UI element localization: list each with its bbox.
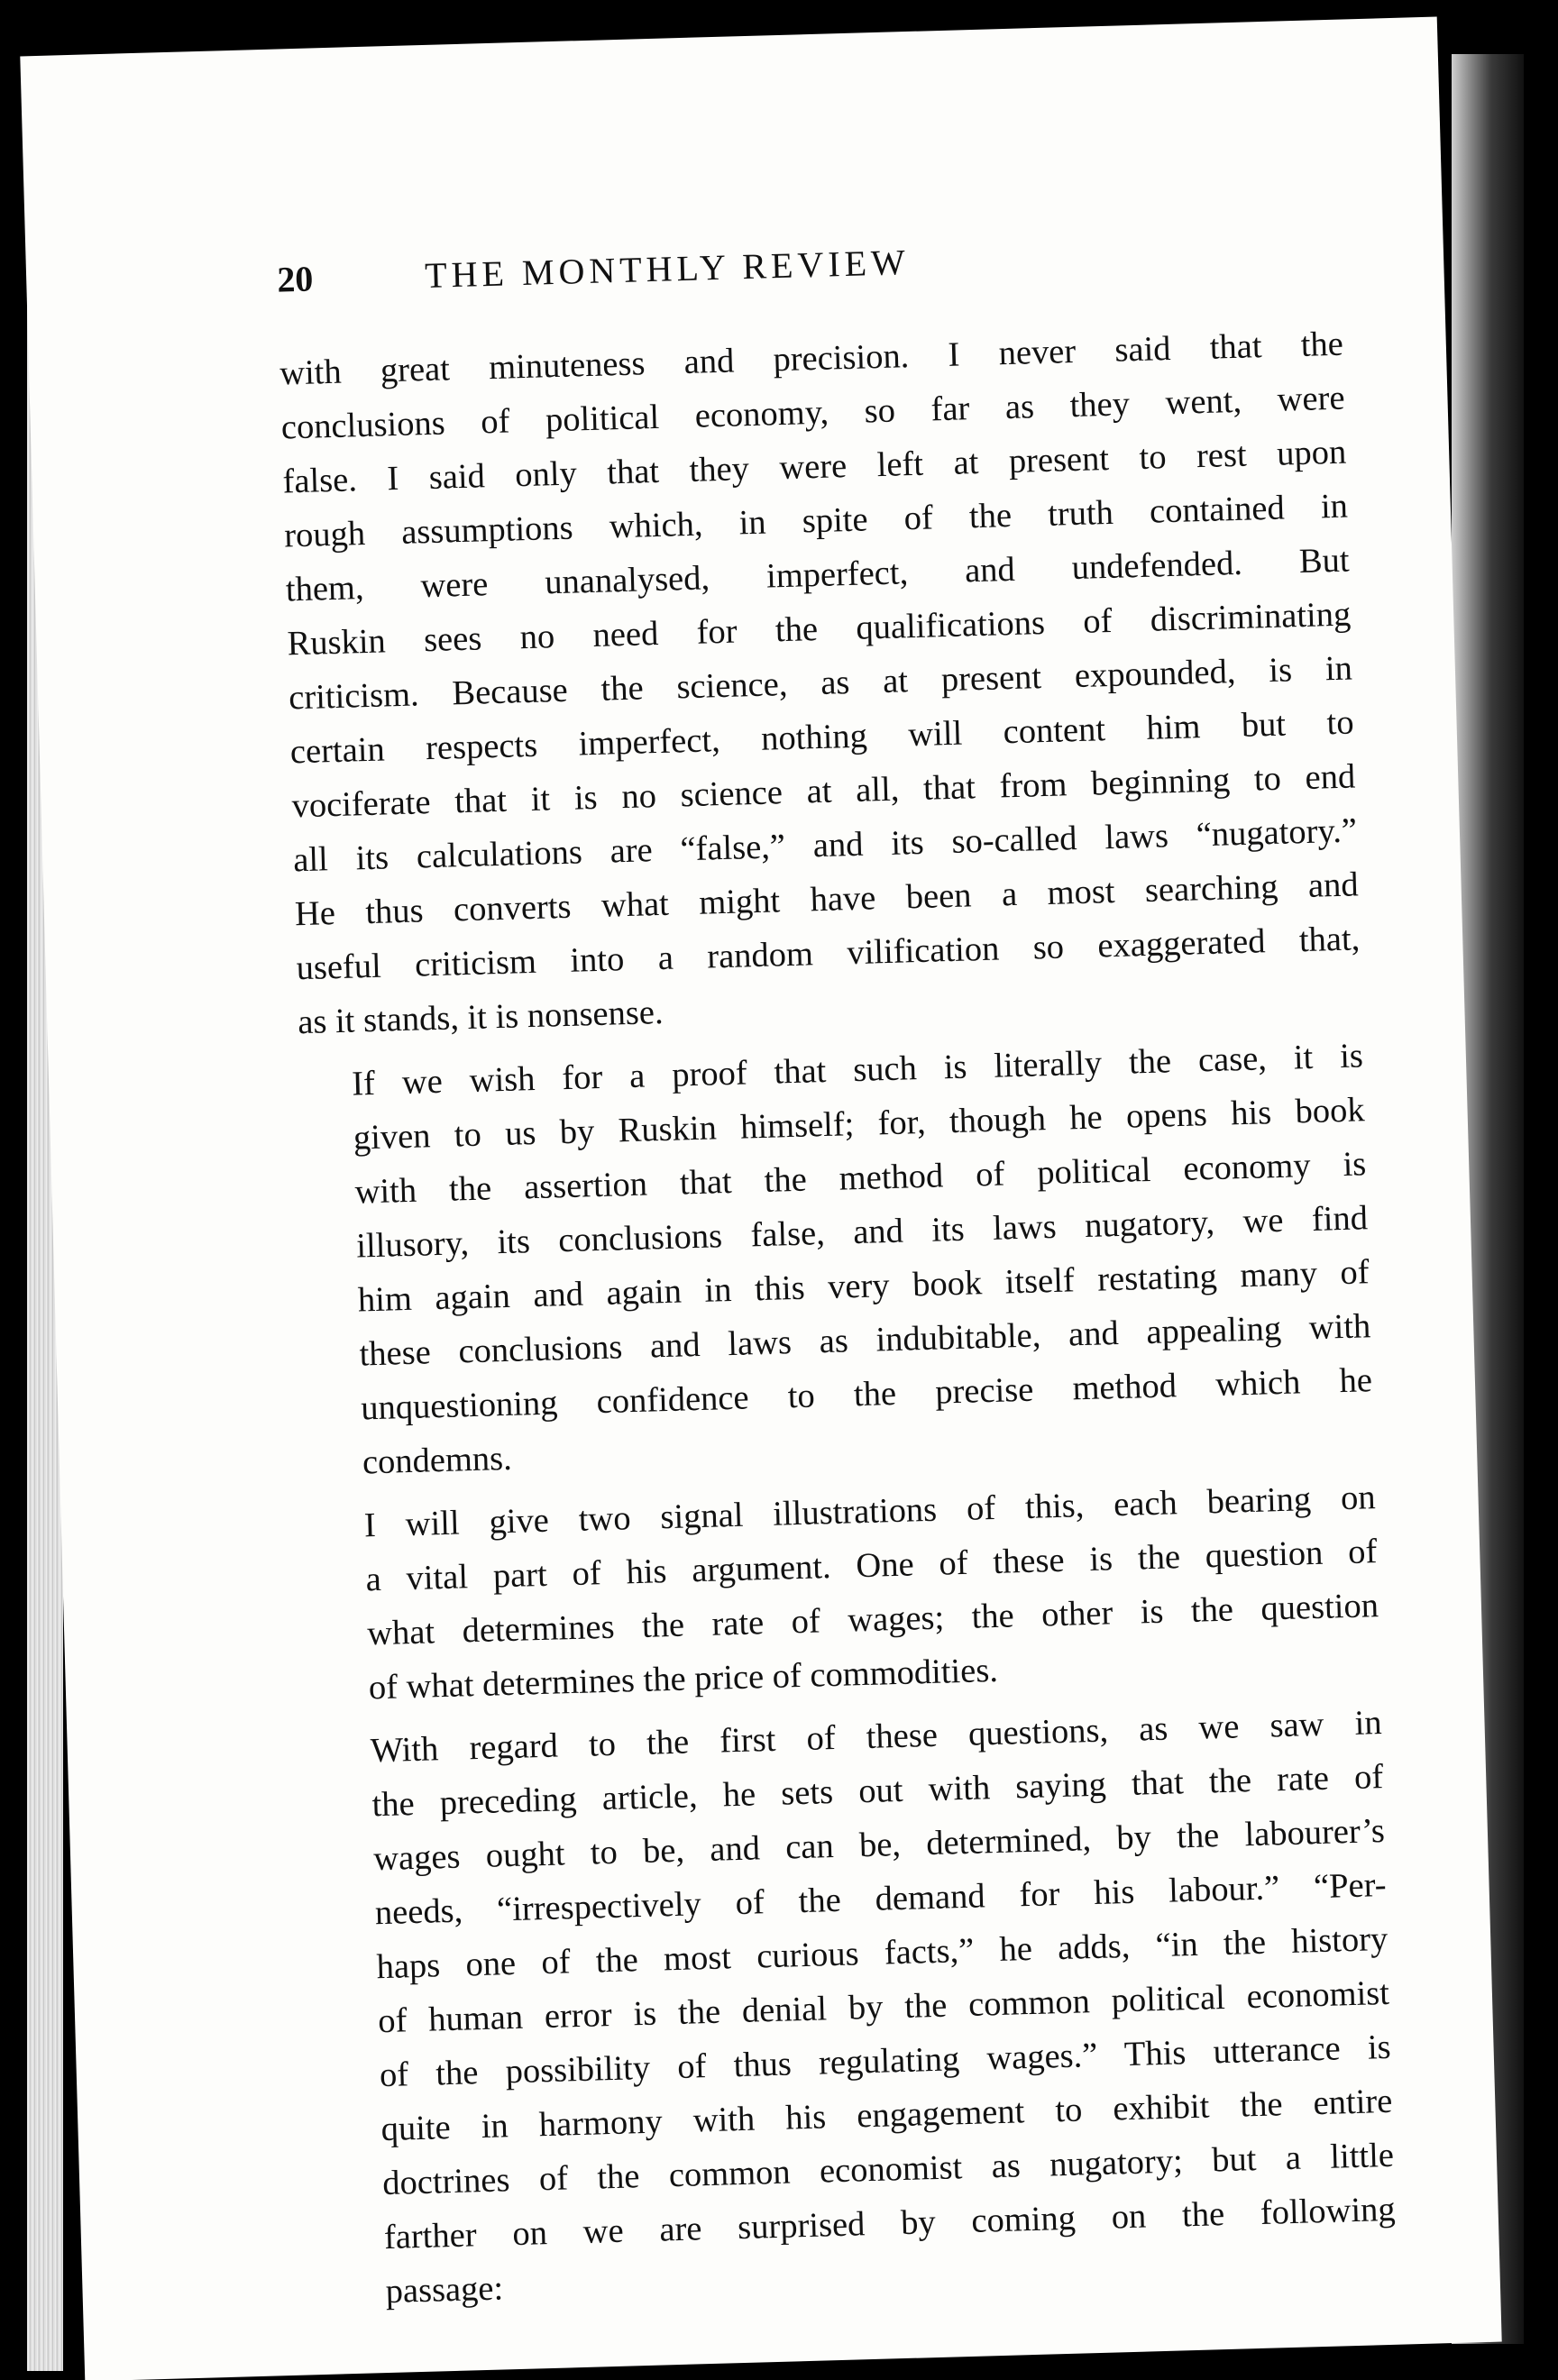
text-line: With regard to the first of these questions, as we saw in — [370, 1704, 1383, 1771]
book-page — [20, 17, 1501, 2380]
text-line: criticism. Because the science, as at present expounded, is in — [288, 649, 1353, 718]
text-line: of the possibility of thus regulating wages.” This utterance is — [379, 2028, 1392, 2095]
text-line: what determines the rate of wages; the other is the question — [366, 1587, 1379, 1653]
text-line: illusory, its conclusions false, and its laws nugatory, we find — [355, 1199, 1369, 1266]
text-line: given to us by Ruskin himself; for, though he opens his book — [353, 1091, 1366, 1158]
body-text — [279, 317, 1398, 2320]
text-line: rough assumptions which, in spite of the truth contained in — [283, 487, 1349, 555]
text-line: of what determines the price of commodities. — [368, 1651, 999, 1707]
text-line: vociferate that it is no science at all, that from beginning to end — [291, 757, 1356, 826]
paragraph — [317, 1696, 1398, 2320]
text-line: him again and again in this very book itself restating many of — [357, 1253, 1370, 1320]
text-line: of human error is the denial by the common political economist — [377, 1973, 1390, 2041]
text-line: certain respects imperfect, nothing will content him but to — [289, 703, 1355, 772]
text-line: unquestioning confidence to the precise method which he — [360, 1361, 1373, 1428]
text-line: farther on we are surprised by coming on the following — [383, 2190, 1397, 2257]
page-header — [277, 233, 1179, 301]
text-line: needs, “irrespectively of the demand for his labour.” “Per- — [374, 1865, 1388, 1933]
text-line: wages ought to be, and can be, determined, by the labourer’s — [372, 1811, 1386, 1879]
paragraph — [279, 317, 1361, 1050]
text-line: with great minuteness and precision. I never said that the — [279, 325, 1344, 393]
text-line: with the assertion that the method of political economy is — [354, 1145, 1367, 1212]
text-line: condemns. — [362, 1439, 513, 1482]
text-line: a vital part of his argument. One of these is the question of — [365, 1533, 1378, 1599]
text-line: I will give two signal illustrations of this, each bearing on — [363, 1478, 1377, 1545]
text-line: doctrines of the common economist as nugatory; but a little — [381, 2136, 1395, 2203]
text-line: them, were unanalysed, imperfect, and undefended. But — [285, 541, 1351, 609]
paragraph — [311, 1470, 1380, 1716]
text-line: If we wish for a proof that such is literally the case, it is — [351, 1037, 1364, 1103]
text-line: quite in harmony with his engagement to exhibit the entire — [380, 2082, 1393, 2149]
text-line: useful criticism into a random vilification so exaggerated that, — [296, 920, 1361, 988]
text-line: the preceding article, he sets out with saying that the rate of — [371, 1757, 1384, 1825]
text-line: He thus converts what might have been a most searching and — [294, 865, 1360, 934]
page-number: 20 — [276, 258, 314, 300]
text-line: as it stands, it is nonsense. — [297, 993, 664, 1042]
running-title: THE MONTHLY REVIEW — [424, 242, 911, 296]
text-line: haps one of the most curious facts,” he adds, “in the history — [376, 1919, 1388, 1987]
text-line: these conclusions and laws as indubitable, and appealing with — [359, 1307, 1371, 1374]
text-line: Ruskin sees no need for the qualifications of discriminating — [287, 595, 1352, 664]
text-line: passage: — [385, 2269, 504, 2311]
text-line: false. I said only that they were left at present to rest upon — [281, 433, 1347, 501]
paragraph — [298, 1029, 1374, 1491]
text-line: all its calculations are “false,” and its so-called laws “nugatory.” — [292, 811, 1358, 880]
text-line: conclusions of political economy, so far as they went, were — [280, 379, 1346, 447]
